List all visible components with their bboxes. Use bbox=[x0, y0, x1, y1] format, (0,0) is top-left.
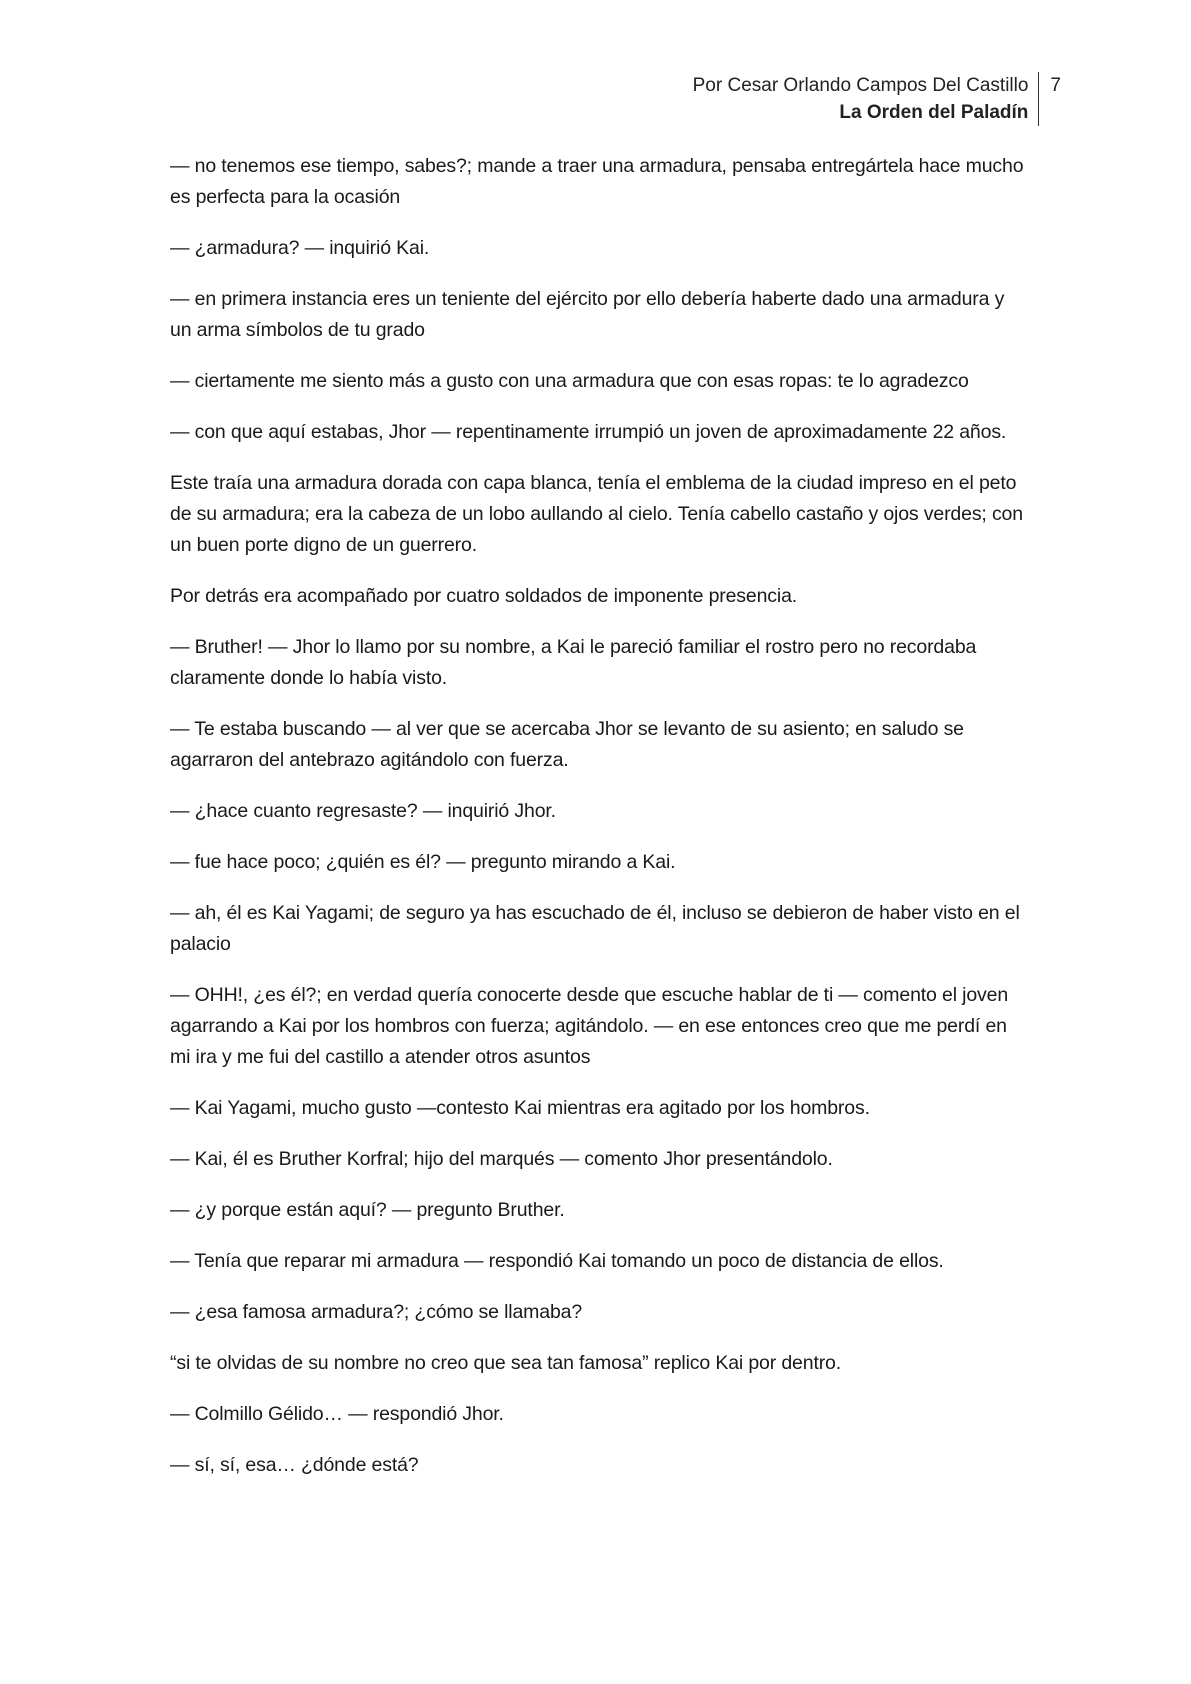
paragraph: — ciertamente me siento más a gusto con una armadura que con esas ropas: te lo agradezco bbox=[170, 370, 969, 392]
paragraph: — ¿armadura? — inquirió Kai. bbox=[170, 237, 430, 259]
paragraph: — Kai Yagami, mucho gusto —contesto Kai mientras era agitado por los hombros. bbox=[170, 1097, 870, 1119]
paragraph: “si te olvidas de su nombre no creo que sea tan famosa” replico Kai por dentro. bbox=[170, 1352, 842, 1374]
header-author: Por Cesar Orlando Campos Del Castillo bbox=[692, 75, 1029, 96]
header-book-title: La Orden del Paladín bbox=[839, 102, 1029, 123]
header-text-block bbox=[693, 72, 1040, 126]
paragraph: — en primera instancia eres un teniente del ejército por ello debería haberte dado una armadura y un arma símbolos de tu grado bbox=[170, 288, 1005, 341]
paragraph: — OHH!, ¿es él?; en verdad quería conocerte desde que escuche hablar de ti — comento el joven agarrando a Kai por los hombros con fuerza; agitándolo. — en ese entonces creo que me perdí en mi ira y me fui del castillo a atender otros asuntos bbox=[170, 984, 1009, 1068]
page-body bbox=[170, 151, 1028, 1501]
page-header bbox=[693, 72, 1061, 126]
paragraph: — ah, él es Kai Yagami; de seguro ya has escuchado de él, incluso se debieron de haber visto en el palacio bbox=[170, 902, 1020, 955]
paragraph: — Kai, él es Bruther Korfral; hijo del marqués — comento Jhor presentándolo. bbox=[170, 1148, 833, 1170]
paragraph: — Te estaba buscando — al ver que se acercaba Jhor se levanto de su asiento; en saludo se agarraron del antebrazo agitándolo con fuerza. bbox=[170, 718, 964, 771]
paragraph: — Colmillo Gélido… — respondió Jhor. bbox=[170, 1403, 504, 1425]
paragraph: — Tenía que reparar mi armadura — respondió Kai tomando un poco de distancia de ellos. bbox=[170, 1250, 944, 1272]
paragraph: — fue hace poco; ¿quién es él? — pregunto mirando a Kai. bbox=[170, 851, 676, 873]
paragraph: — sí, sí, esa… ¿dónde está? bbox=[170, 1454, 419, 1476]
paragraph: — con que aquí estabas, Jhor — repentinamente irrumpió un joven de aproximadamente 22 años. bbox=[170, 421, 1007, 443]
paragraph: — ¿hace cuanto regresaste? — inquirió Jhor. bbox=[170, 800, 556, 822]
paragraph: Este traía una armadura dorada con capa blanca, tenía el emblema de la ciudad impreso en el peto de su armadura; era la cabeza de un lobo aullando al cielo. Tenía cabello castaño y ojos verdes; con un buen porte digno de un guerrero. bbox=[170, 472, 1023, 556]
paragraph: — Bruther! — Jhor lo llamo por su nombre, a Kai le pareció familiar el rostro pero no recordaba claramente donde lo había visto. bbox=[170, 636, 977, 689]
page-number: 7 bbox=[1050, 75, 1061, 96]
paragraph: — ¿y porque están aquí? — pregunto Bruther. bbox=[170, 1199, 565, 1221]
paragraph: — no tenemos ese tiempo, sabes?; mande a traer una armadura, pensaba entregártela hace mucho es perfecta para la ocasión bbox=[170, 155, 1024, 208]
paragraph: — ¿esa famosa armadura?; ¿cómo se llamaba? bbox=[170, 1301, 583, 1323]
paragraph: Por detrás era acompañado por cuatro soldados de imponente presencia. bbox=[170, 585, 798, 607]
